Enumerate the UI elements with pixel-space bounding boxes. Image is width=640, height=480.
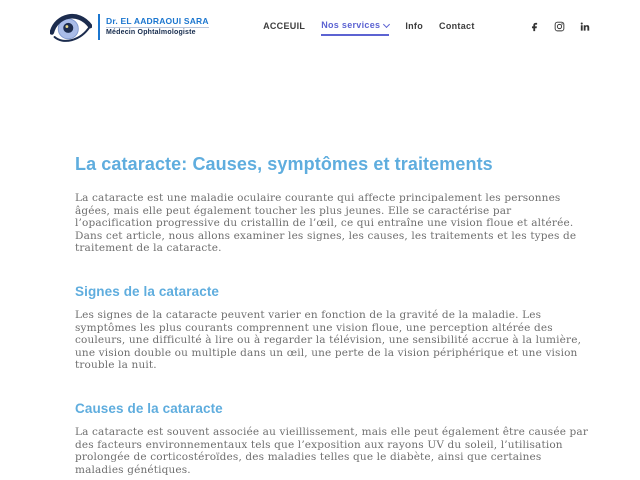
article-title: La cataracte: Causes, symptômes et traitements	[75, 154, 493, 174]
site-logo[interactable]	[50, 9, 209, 45]
logo-text	[106, 17, 209, 38]
section-signes-paragraph: Les signes de la cataracte peuvent varier en fonction de la gravité de la maladie. Les symptômes les plus courants comprennent une vision floue, une perception altérée des couleurs, une difficulté à lire ou à regarder la télévision, une sensibilité accrue à la lumière, une vision double ou multiple dans un œil, une perte de la vision périphérique et une vision trouble la nuit.	[75, 308, 582, 372]
article-intro-paragraph: La cataracte est une maladie oculaire courante qui affecte principalement les personnes âgées, mais elle peut également toucher les plus jeunes. Elle se caractérise par l’opacification progressive du cristallin de l’œil, ce qui entraîne une vision floue et altérée. Dans cet article, nous allons examiner les signes, les causes, les traitements et les types de traitement de la cataracte.	[75, 192, 577, 255]
section-causes-paragraph: La cataracte est souvent associée au vieillissement, mais elle peut également être causée par des facteurs environnementaux tels que l’exposition aux rayons UV du soleil, l’utilisation prolongée de corticostéroïdes, des maladies telles que le diabète, ainsi que certaines maladies génétiques.	[75, 425, 589, 476]
nav-item-nos-services[interactable]	[321, 20, 389, 36]
article	[75, 154, 590, 476]
social-links	[529, 21, 590, 32]
section-heading-causes: Causes de la cataracte	[75, 400, 223, 416]
nav-item-contact[interactable]: Contact	[439, 21, 475, 31]
logo-divider	[98, 14, 100, 40]
nav-item-info[interactable]: Info	[405, 21, 424, 31]
chevron-down-icon	[383, 20, 390, 27]
nav-item-acceuil[interactable]: ACCEUIL	[263, 21, 306, 31]
instagram-icon[interactable]	[554, 21, 565, 32]
linkedin-icon[interactable]	[579, 21, 590, 32]
main-nav	[263, 20, 475, 36]
site-header	[0, 0, 640, 58]
doctor-specialty: Médecin Ophtalmologiste	[106, 27, 209, 37]
eye-logo-icon	[50, 9, 92, 45]
doctor-name: Dr. EL AADRAOUI SARA	[106, 15, 209, 26]
nav-item-nos-services-label: Nos services	[321, 20, 381, 30]
facebook-icon[interactable]	[529, 21, 540, 32]
section-heading-signes: Signes de la cataracte	[75, 283, 220, 299]
